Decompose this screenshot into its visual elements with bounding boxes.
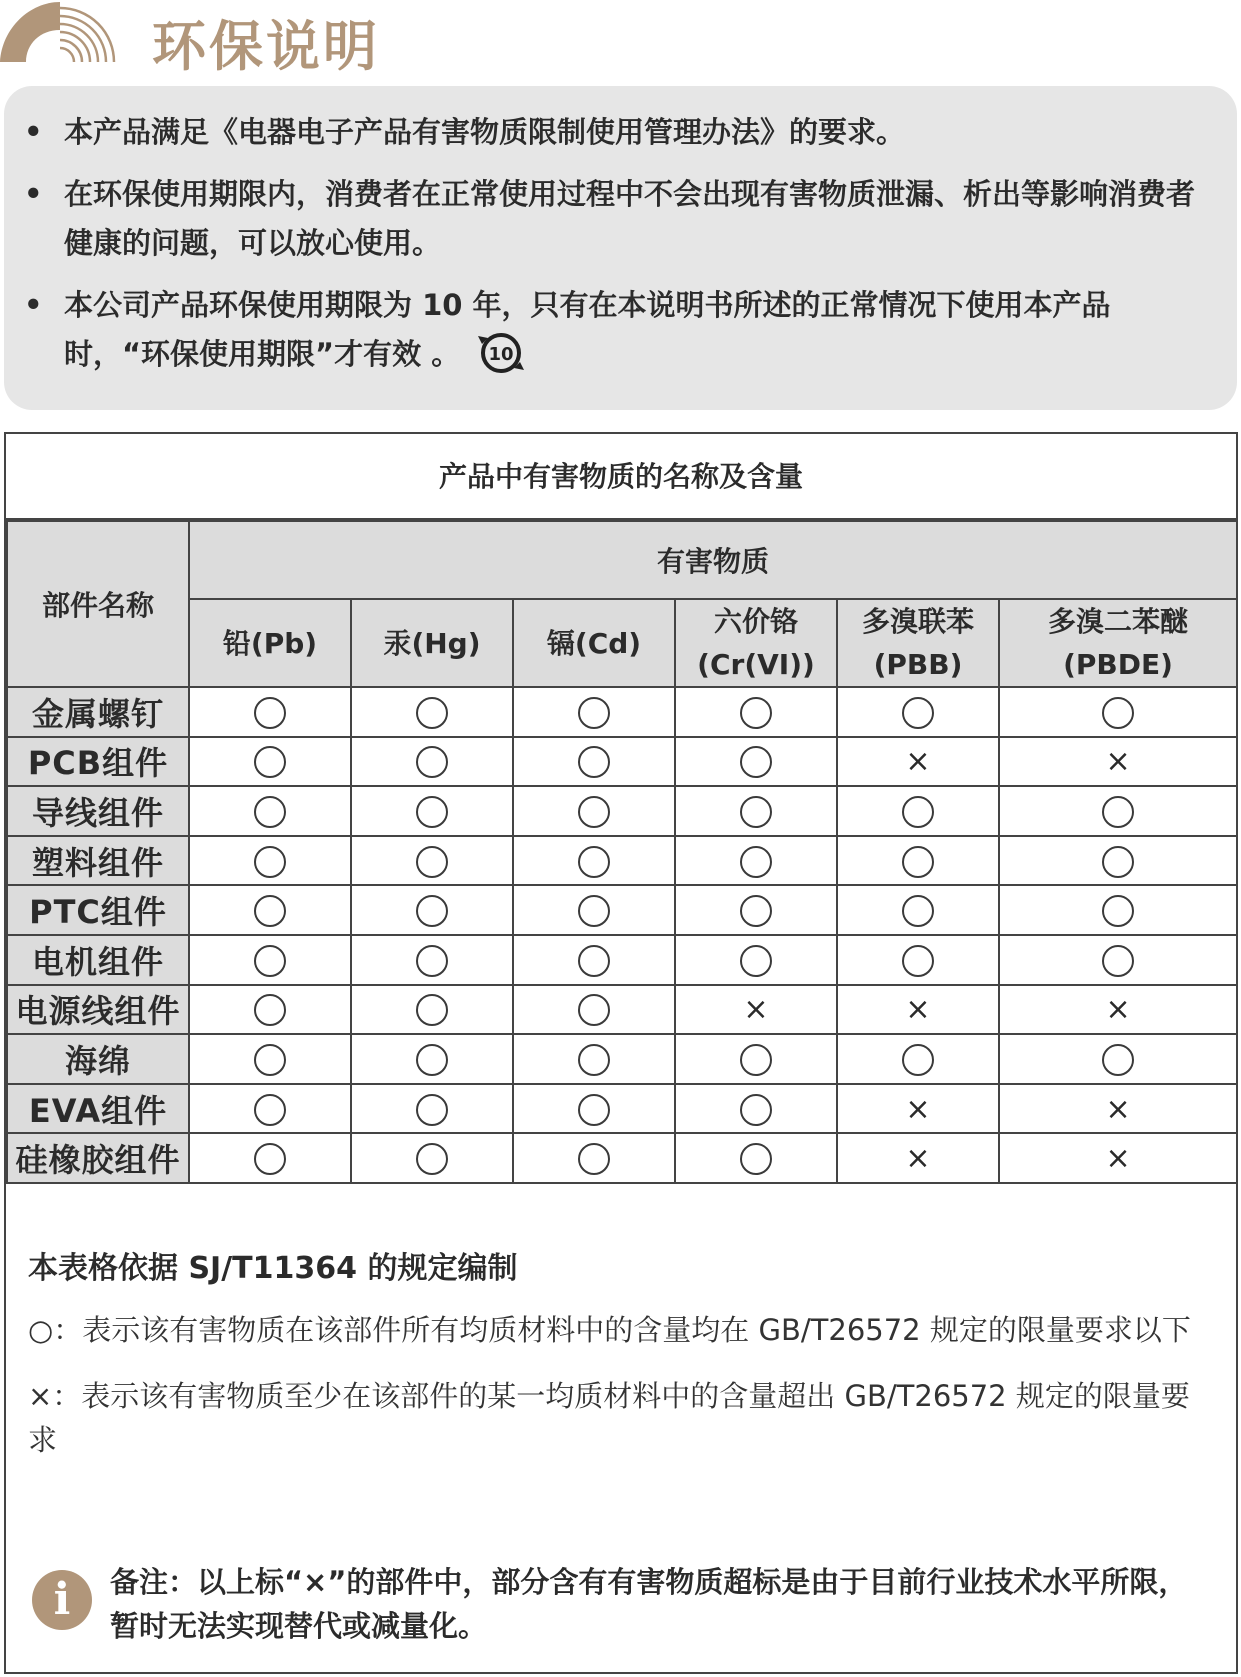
mark-cell — [513, 1034, 675, 1084]
table-row — [7, 1084, 1237, 1134]
part-name-cell: EVA组件 — [7, 1084, 189, 1134]
substance-header: 有害物质 — [189, 521, 1237, 599]
mark-cell — [513, 687, 675, 737]
exceeds-cross-icon: × — [905, 744, 931, 780]
remark-note — [28, 1560, 1218, 1650]
compliant-circle-icon — [578, 945, 610, 977]
compliant-circle-icon — [416, 994, 448, 1026]
mark-cell — [351, 687, 513, 737]
compliant-circle-icon — [254, 746, 286, 778]
compliant-circle-icon — [578, 1044, 610, 1076]
compliant-circle-icon — [416, 796, 448, 828]
compliant-circle-icon — [1102, 895, 1134, 927]
compliant-circle-icon — [416, 895, 448, 927]
mark-cell — [675, 687, 837, 737]
part-name-cell: 电源线组件 — [7, 985, 189, 1035]
substance-column-header — [999, 599, 1237, 687]
exceeds-cross-icon: × — [1105, 1091, 1131, 1127]
mark-cell — [999, 687, 1237, 737]
compliant-circle-icon — [254, 1044, 286, 1076]
notice-item — [18, 108, 1207, 157]
mark-cell — [351, 935, 513, 985]
mark-cell — [513, 737, 675, 787]
exceeds-cross-icon: × — [905, 992, 931, 1028]
mark-cell — [675, 935, 837, 985]
compliant-circle-icon — [902, 1044, 934, 1076]
mark-cell — [351, 786, 513, 836]
mark-cell — [513, 1133, 675, 1183]
mark-cell — [675, 885, 837, 935]
mark-cell — [837, 836, 999, 886]
notice-text: 本产品满足《电器电子产品有害物质限制使用管理办法》的要求。 — [64, 115, 906, 149]
badge-text: 10 — [488, 344, 514, 365]
mark-cell — [675, 1133, 837, 1183]
column-label: 多溴二苯醚 — [1048, 605, 1189, 638]
mark-cell — [351, 737, 513, 787]
mark-cell — [999, 985, 1237, 1035]
mark-cell — [513, 985, 675, 1035]
part-name-cell: 塑料组件 — [7, 836, 189, 886]
part-name-header: 部件名称 — [7, 521, 189, 687]
table-row — [7, 1133, 1237, 1183]
part-name-cell: 导线组件 — [7, 786, 189, 836]
compliant-circle-icon — [1102, 796, 1134, 828]
compliant-circle-icon — [578, 1094, 610, 1126]
table-row — [7, 836, 1237, 886]
compliant-circle-icon — [254, 945, 286, 977]
substance-column-header — [675, 599, 837, 687]
mark-cell — [837, 687, 999, 737]
compliant-circle-icon — [740, 945, 772, 977]
mark-cell — [513, 935, 675, 985]
mark-cell — [675, 737, 837, 787]
compliant-circle-icon — [578, 994, 610, 1026]
mark-cell — [675, 1034, 837, 1084]
mark-cell — [837, 1133, 999, 1183]
table-row — [7, 985, 1237, 1035]
substance-column-header — [351, 599, 513, 687]
substance-column-header — [513, 599, 675, 687]
part-name-cell: PCB组件 — [7, 737, 189, 787]
mark-cell — [513, 885, 675, 935]
mark-cell — [351, 885, 513, 935]
compliant-circle-icon — [254, 994, 286, 1026]
compliant-circle-icon — [740, 1044, 772, 1076]
info-icon: i — [32, 1570, 92, 1630]
mark-cell — [675, 836, 837, 886]
substance-table — [6, 520, 1238, 1184]
notice-text: 本公司产品环保使用期限为 10 年，只有在本说明书所述的正常情况下使用本产品时，“环保使用期限”才有效 。 — [64, 288, 1111, 371]
mark-cell — [189, 985, 351, 1035]
table-row — [7, 786, 1237, 836]
compliant-circle-icon — [578, 846, 610, 878]
column-formula: (PBB) — [873, 648, 963, 681]
mark-cell — [837, 1034, 999, 1084]
gold-arc-logo-icon — [0, 0, 120, 66]
mark-cell — [513, 1084, 675, 1134]
bullet: • — [24, 115, 43, 149]
mark-cell — [189, 1084, 351, 1134]
compliant-circle-icon — [740, 697, 772, 729]
substance-column-header — [837, 599, 999, 687]
standard-basis: 本表格依据 SJ/T11364 的规定编制 — [28, 1251, 518, 1286]
part-name-cell: 海绵 — [7, 1034, 189, 1084]
mark-cell — [837, 885, 999, 935]
mark-cell — [351, 1034, 513, 1084]
mark-cell — [189, 737, 351, 787]
cross-meaning: ×：表示该有害物质至少在该部件的某一均质材料中的含量超出 GB/T26572 规定的限量要求 — [28, 1379, 1190, 1457]
compliant-circle-icon — [416, 697, 448, 729]
column-label: 镉(Cd) — [546, 626, 642, 660]
exceeds-cross-icon: × — [1105, 744, 1131, 780]
mark-cell — [189, 1133, 351, 1183]
mark-cell — [675, 786, 837, 836]
mark-cell — [189, 885, 351, 935]
mark-cell — [189, 935, 351, 985]
compliant-circle-icon — [902, 796, 934, 828]
compliant-circle-icon — [740, 746, 772, 778]
compliant-circle-icon — [416, 846, 448, 878]
mark-cell — [189, 1034, 351, 1084]
notice-item — [18, 281, 1207, 379]
compliant-circle-icon — [578, 796, 610, 828]
compliant-circle-icon — [416, 1094, 448, 1126]
column-formula: (Cr(VI)) — [697, 648, 815, 681]
part-name-cell: 硅橡胶组件 — [7, 1133, 189, 1183]
mark-cell — [189, 687, 351, 737]
table-row — [7, 687, 1237, 737]
compliant-circle-icon — [1102, 697, 1134, 729]
column-label: 多溴联苯 — [861, 605, 974, 638]
mark-cell — [999, 1034, 1237, 1084]
mark-cell — [837, 935, 999, 985]
hazardous-substance-section — [4, 432, 1238, 1674]
compliant-circle-icon — [902, 846, 934, 878]
bullet: • — [24, 177, 43, 211]
part-name-cell: PTC组件 — [7, 885, 189, 935]
compliant-circle-icon — [740, 1094, 772, 1126]
exceeds-cross-icon: × — [743, 992, 769, 1028]
exceeds-cross-icon: × — [905, 1141, 931, 1177]
mark-cell — [513, 836, 675, 886]
table-title: 产品中有害物质的名称及含量 — [6, 434, 1236, 520]
exceeds-cross-icon: × — [1105, 992, 1131, 1028]
compliant-circle-icon — [578, 697, 610, 729]
mark-cell — [999, 836, 1237, 886]
page-header — [0, 0, 1241, 80]
compliant-circle-icon — [1102, 846, 1134, 878]
compliant-circle-icon — [416, 1044, 448, 1076]
mark-cell — [189, 836, 351, 886]
table-row — [7, 935, 1237, 985]
column-label: 六价铬 — [713, 605, 798, 638]
compliant-circle-icon — [578, 895, 610, 927]
mark-cell — [675, 1084, 837, 1134]
remark-text: 备注：以上标“×”的部件中，部分含有有害物质超标是由于目前行业技术水平所限，暂时无法实现替代或减量化。 — [110, 1565, 1188, 1643]
compliant-circle-icon — [740, 846, 772, 878]
mark-cell — [999, 935, 1237, 985]
compliant-circle-icon — [1102, 945, 1134, 977]
compliant-circle-icon — [740, 1143, 772, 1175]
compliant-circle-icon — [254, 1143, 286, 1175]
compliant-circle-icon — [578, 1143, 610, 1175]
legend — [28, 1246, 1218, 1484]
mark-cell — [999, 885, 1237, 935]
exceeds-cross-icon: × — [1105, 1141, 1131, 1177]
mark-cell — [999, 737, 1237, 787]
mark-cell — [675, 985, 837, 1035]
compliant-circle-icon — [578, 746, 610, 778]
mark-cell — [351, 836, 513, 886]
compliant-circle-icon — [254, 895, 286, 927]
compliant-circle-icon — [254, 1094, 286, 1126]
compliant-circle-icon — [740, 895, 772, 927]
compliant-circle-icon — [254, 846, 286, 878]
part-name-cell: 金属螺钉 — [7, 687, 189, 737]
mark-cell — [837, 737, 999, 787]
mark-cell — [351, 1084, 513, 1134]
compliant-circle-icon — [1102, 1044, 1134, 1076]
mark-cell — [999, 786, 1237, 836]
compliant-circle-icon — [902, 945, 934, 977]
mark-cell — [837, 786, 999, 836]
notice-text: 在环保使用期限内，消费者在正常使用过程中不会出现有害物质泄漏、析出等影响消费者健康的问题，可以放心使用。 — [64, 177, 1196, 260]
mark-cell — [189, 786, 351, 836]
compliant-circle-icon — [254, 796, 286, 828]
mark-cell — [351, 985, 513, 1035]
compliant-circle-icon — [416, 746, 448, 778]
column-formula: (PBDE) — [1063, 648, 1173, 681]
mark-cell — [999, 1084, 1237, 1134]
table-row — [7, 1034, 1237, 1084]
table-row — [7, 737, 1237, 787]
mark-cell — [351, 1133, 513, 1183]
compliant-circle-icon — [416, 1143, 448, 1175]
notice-item — [18, 170, 1207, 268]
compliant-circle-icon — [416, 945, 448, 977]
compliant-circle-icon — [902, 697, 934, 729]
substance-column-header — [189, 599, 351, 687]
compliant-circle-icon — [740, 796, 772, 828]
mark-cell — [513, 786, 675, 836]
column-label: 铅(Pb) — [222, 626, 318, 660]
part-name-cell: 电机组件 — [7, 935, 189, 985]
circle-meaning: ○：表示该有害物质在该部件所有均质材料中的含量均在 GB/T26572 规定的限量要求以下 — [28, 1313, 1191, 1347]
page-title: 环保说明 — [152, 15, 380, 78]
bullet: • — [24, 288, 43, 322]
table-row — [7, 885, 1237, 935]
eco-period-10-icon — [476, 328, 526, 378]
compliant-circle-icon — [254, 697, 286, 729]
mark-cell — [999, 1133, 1237, 1183]
column-label: 汞(Hg) — [383, 626, 481, 660]
compliant-circle-icon — [902, 895, 934, 927]
mark-cell — [837, 1084, 999, 1134]
notice-box — [4, 86, 1237, 410]
mark-cell — [837, 985, 999, 1035]
exceeds-cross-icon: × — [905, 1091, 931, 1127]
